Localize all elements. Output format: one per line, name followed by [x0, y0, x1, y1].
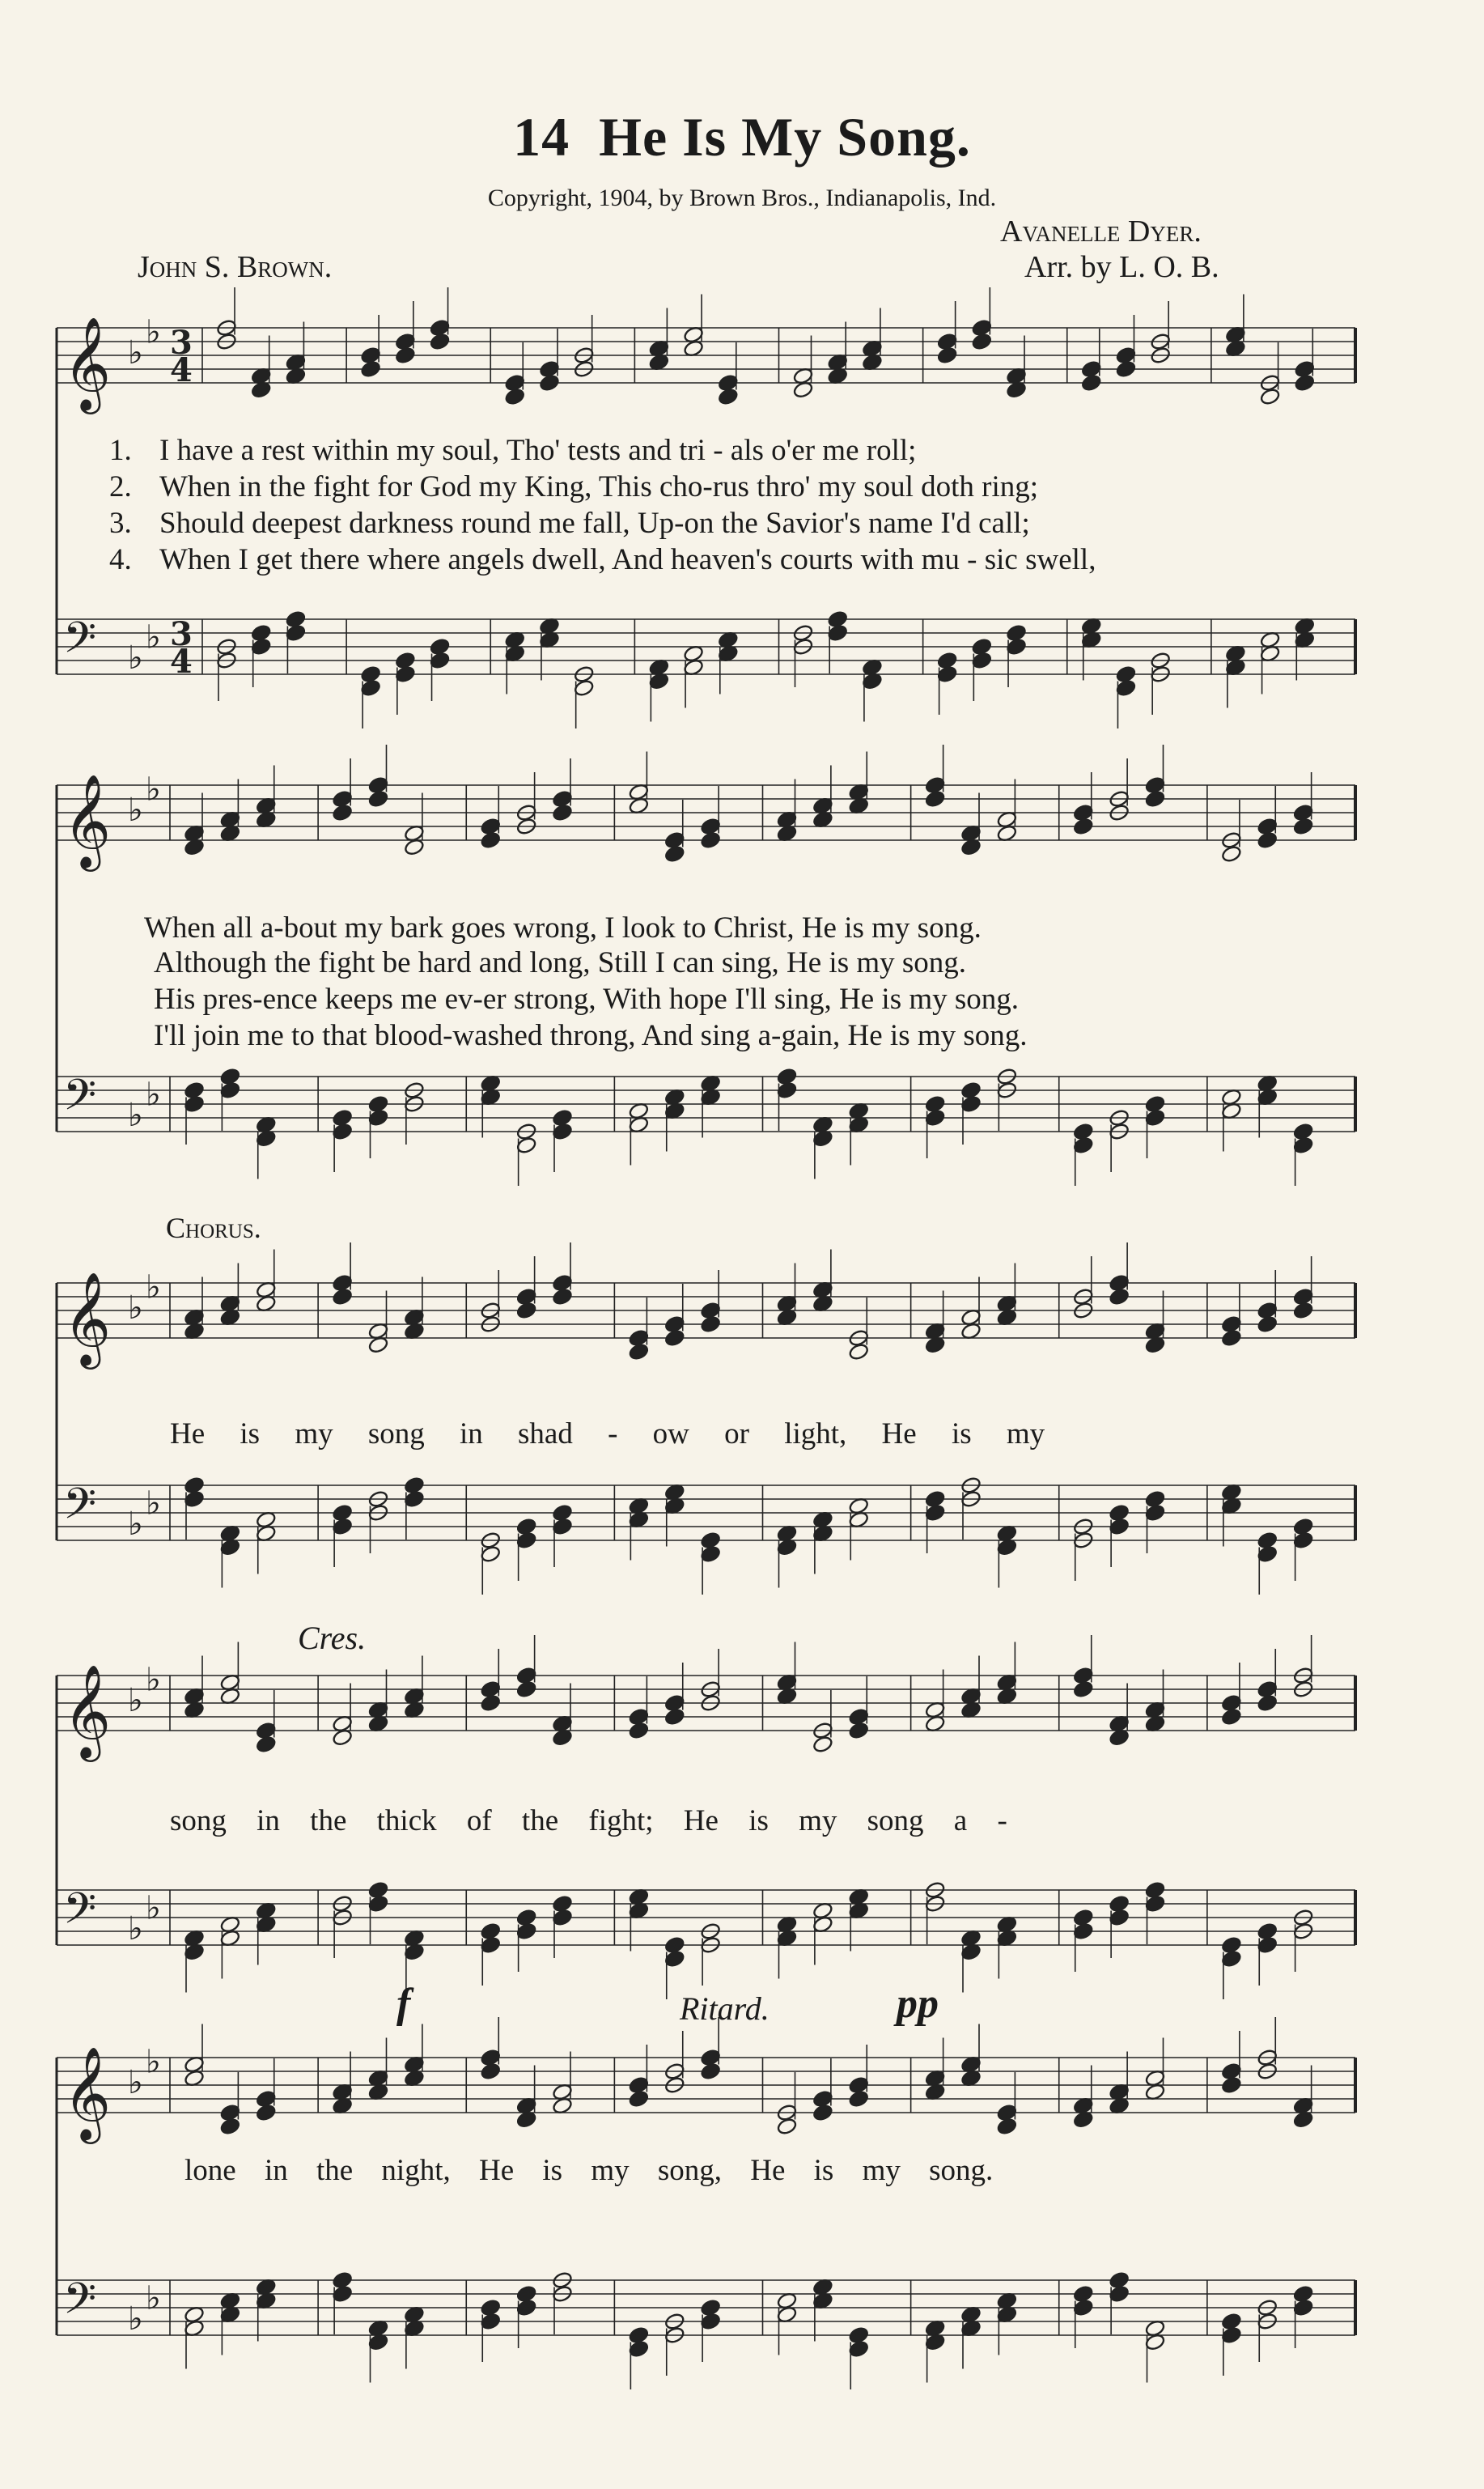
bass-clef-icon: 𝄢: [63, 614, 97, 673]
chorus-line-3: lone in the night, He is my song, He is my song.: [184, 2154, 994, 2187]
notehead: [848, 1343, 869, 1361]
notehead: [395, 665, 416, 684]
notehead: [1073, 818, 1094, 836]
notehead: [1144, 1109, 1165, 1128]
notehead: [285, 624, 306, 643]
flat-icon: ♭: [128, 1682, 143, 1719]
bass-clef-icon: 𝄢: [63, 1071, 97, 1131]
notehead: [700, 2062, 721, 2081]
notehead: [971, 333, 992, 351]
notehead: [429, 652, 450, 670]
verse-1-line-2: When all a-bout my bark goes wrong, I look to Christ, He is my song.: [144, 911, 982, 945]
notehead: [184, 1490, 205, 1509]
flat-icon: ♭: [146, 1889, 161, 1927]
notehead: [480, 831, 501, 850]
notehead: [936, 665, 957, 684]
notehead: [1257, 1315, 1278, 1334]
notehead: [515, 1136, 536, 1155]
notehead: [1221, 2326, 1242, 2345]
notehead: [360, 679, 381, 698]
bass-staff: [57, 2271, 1355, 2389]
notehead: [700, 1315, 721, 1334]
verse-1-line-1: 1. I have a rest within my soul, Tho' tests and tri - als o'er me roll;: [109, 434, 917, 467]
notehead: [812, 2104, 833, 2122]
notehead: [1109, 1288, 1130, 1306]
notehead: [367, 790, 388, 809]
notehead: [404, 1490, 425, 1509]
notehead: [219, 2117, 240, 2136]
notehead: [664, 1329, 685, 1348]
notehead: [480, 2313, 501, 2331]
notehead: [552, 1518, 573, 1536]
notehead: [1109, 1909, 1130, 1927]
notehead: [628, 1343, 649, 1361]
notehead: [1073, 1136, 1094, 1155]
time-signature-top: 3: [170, 324, 193, 362]
notehead: [664, 1708, 685, 1727]
notehead: [718, 388, 739, 406]
notehead: [1257, 831, 1278, 850]
chorus-line-2: song in the thick of the fight; He is my song a -: [170, 1804, 1007, 1837]
verse-3-line-2: His pres-ence keeps me ev-er strong, With hope I'll sing, He is my song.: [154, 983, 1020, 1016]
notehead: [1292, 2299, 1313, 2317]
notehead: [628, 2090, 649, 2109]
notehead: [924, 790, 945, 809]
notehead: [395, 346, 416, 365]
bass-staff: [57, 610, 1355, 728]
bass-staff: [57, 1476, 1355, 1595]
notehead: [332, 804, 353, 822]
flat-icon: ♭: [146, 2279, 161, 2317]
notehead: [1259, 388, 1280, 406]
notehead: [219, 1081, 240, 1100]
bass-clef-icon: 𝄢: [63, 1480, 97, 1540]
notehead: [360, 360, 381, 379]
notehead: [1221, 845, 1242, 864]
notehead: [700, 2313, 721, 2331]
notehead: [552, 804, 573, 822]
notehead: [1073, 1922, 1094, 1941]
verse-4-line-2: I'll join me to that blood-washed throng, And sing a-gain, He is my song.: [154, 1019, 1028, 1052]
hymn-number: 14: [513, 106, 570, 168]
notehead: [664, 1950, 685, 1969]
flat-icon: ♭: [128, 792, 143, 829]
notehead: [1109, 1518, 1130, 1536]
treble-staff: [57, 287, 1355, 414]
flat-icon: ♭: [128, 334, 143, 372]
notehead: [1073, 1680, 1094, 1699]
notehead: [480, 1936, 501, 1955]
treble-staff: [57, 1635, 1355, 1762]
verse-2-line-2: Although the fight be hard and long, Still I can sing, He is my song.: [154, 946, 967, 979]
flat-icon: ♭: [146, 2043, 161, 2081]
notehead: [700, 831, 721, 850]
notehead: [827, 624, 848, 643]
time-signature-top: 3: [170, 615, 193, 653]
notehead: [256, 2104, 277, 2122]
notehead: [515, 1922, 536, 1941]
flat-icon: ♭: [128, 2064, 143, 2101]
notehead: [924, 1504, 945, 1523]
hymn-title-text: He Is My Song.: [599, 106, 971, 168]
composer: Avanelle Dyer.: [1000, 214, 1202, 248]
notehead: [1292, 818, 1313, 836]
notehead: [1115, 360, 1136, 379]
crescendo-marking: Cres.: [298, 1620, 367, 1656]
bass-staff: [57, 1068, 1355, 1186]
notehead: [1292, 1531, 1313, 1550]
verse-4-line-1: 4. When I get there where angels dwell, And heaven's courts with mu - sic swell,: [109, 543, 1096, 576]
verse-3-line-1: 3. Should deepest darkness round me fall, Up-on the Savior's name I'd call;: [109, 507, 1030, 540]
notehead: [515, 2299, 536, 2317]
flat-icon: ♭: [128, 2300, 143, 2338]
notehead: [332, 2285, 353, 2304]
flat-icon: ♭: [128, 1506, 143, 1543]
notehead: [996, 2117, 1017, 2136]
arranger: Arr. by L. O. B.: [1024, 250, 1219, 284]
treble-staff: [57, 1242, 1355, 1370]
ritard-marking: Ritard.: [680, 1990, 770, 2027]
notehead: [971, 652, 992, 670]
notehead: [628, 1722, 649, 1740]
treble-clef-icon: 𝄞: [63, 316, 112, 410]
flat-icon: ♭: [146, 618, 161, 656]
notehead: [480, 1694, 501, 1713]
notehead: [367, 1109, 388, 1128]
notehead: [1292, 1136, 1313, 1155]
flat-icon: ♭: [128, 1289, 143, 1327]
notehead: [574, 679, 595, 698]
flat-icon: ♭: [128, 1097, 143, 1134]
chorus-line-1: He is my song in shad - ow or light, He is my: [170, 1417, 1045, 1451]
flat-icon: ♭: [128, 1910, 143, 1947]
treble-clef-icon: 𝄞: [63, 1271, 112, 1366]
notehead: [1221, 1950, 1242, 1969]
notehead: [628, 2340, 649, 2359]
flat-icon: ♭: [146, 771, 161, 809]
notehead: [1221, 1708, 1242, 1727]
time-signature-bottom: 4: [170, 643, 193, 681]
notehead: [429, 333, 450, 351]
notehead: [504, 388, 525, 406]
time-signature-bottom: 4: [170, 351, 193, 389]
treble-staff: [57, 745, 1355, 872]
notehead: [480, 2062, 501, 2081]
pianissimo-marking: pp: [897, 1981, 939, 2027]
notehead: [776, 2117, 797, 2136]
treble-staff: [57, 2017, 1355, 2144]
copyright-line: Copyright, 1904, by Brown Bros., Indianapolis, Ind.: [487, 185, 997, 211]
notehead: [256, 1735, 277, 1754]
notehead: [332, 1288, 353, 1306]
treble-clef-icon: 𝄞: [63, 773, 112, 868]
flat-icon: ♭: [146, 1484, 161, 1523]
notehead: [848, 2090, 869, 2109]
verse-2-line-1: 2. When in the fight for God my King, This cho-rus thro' my soul doth ring;: [109, 470, 1039, 503]
notehead: [367, 1895, 388, 1913]
notehead: [664, 845, 685, 864]
hymn-title: [0, 105, 1484, 169]
notehead: [552, 1909, 573, 1927]
notehead: [184, 1095, 205, 1114]
treble-clef-icon: 𝄞: [63, 1663, 112, 1758]
notehead: [515, 1531, 536, 1550]
notehead: [1006, 638, 1027, 656]
notehead: [1221, 2076, 1242, 2095]
notehead: [515, 1680, 536, 1699]
notehead: [539, 374, 560, 393]
bass-clef-icon: 𝄢: [63, 2275, 97, 2334]
notehead: [1257, 1694, 1278, 1713]
notehead: [848, 1722, 869, 1740]
notehead: [848, 2340, 869, 2359]
notehead: [700, 1545, 721, 1564]
notehead: [1294, 374, 1315, 393]
flat-icon: ♭: [128, 639, 143, 677]
chorus-label: Chorus.: [166, 1212, 261, 1244]
notehead: [1221, 1329, 1242, 1348]
notehead: [1109, 2285, 1130, 2304]
notehead: [1073, 2299, 1094, 2317]
flat-icon: ♭: [146, 1268, 161, 1306]
notehead: [1144, 1895, 1165, 1913]
notehead: [251, 638, 272, 656]
notehead: [332, 1518, 353, 1536]
notehead: [1144, 790, 1165, 809]
notehead: [812, 1735, 833, 1754]
notehead: [1081, 374, 1102, 393]
flat-icon: ♭: [146, 1661, 161, 1699]
notehead: [936, 346, 957, 365]
notehead: [1257, 1545, 1278, 1564]
notehead: [924, 1109, 945, 1128]
music-system-5: [0, 2041, 1484, 2381]
notehead: [552, 1123, 573, 1141]
notehead: [1257, 1936, 1278, 1955]
notehead: [332, 1123, 353, 1141]
notehead: [1144, 1504, 1165, 1523]
notehead: [515, 1302, 536, 1320]
notehead: [1115, 679, 1136, 698]
notehead: [1292, 1302, 1313, 1320]
flat-icon: ♭: [146, 1076, 161, 1114]
notehead: [552, 1288, 573, 1306]
treble-clef-icon: 𝄞: [63, 2045, 112, 2140]
lyricist: John S. Brown.: [138, 250, 333, 284]
forte-marking: f: [396, 1981, 411, 2027]
notehead: [480, 1545, 501, 1564]
flat-icon: ♭: [146, 313, 161, 351]
bass-clef-icon: 𝄢: [63, 1884, 97, 1944]
bass-staff: [57, 1881, 1355, 1999]
notehead: [776, 1081, 797, 1100]
notehead: [960, 1095, 982, 1114]
